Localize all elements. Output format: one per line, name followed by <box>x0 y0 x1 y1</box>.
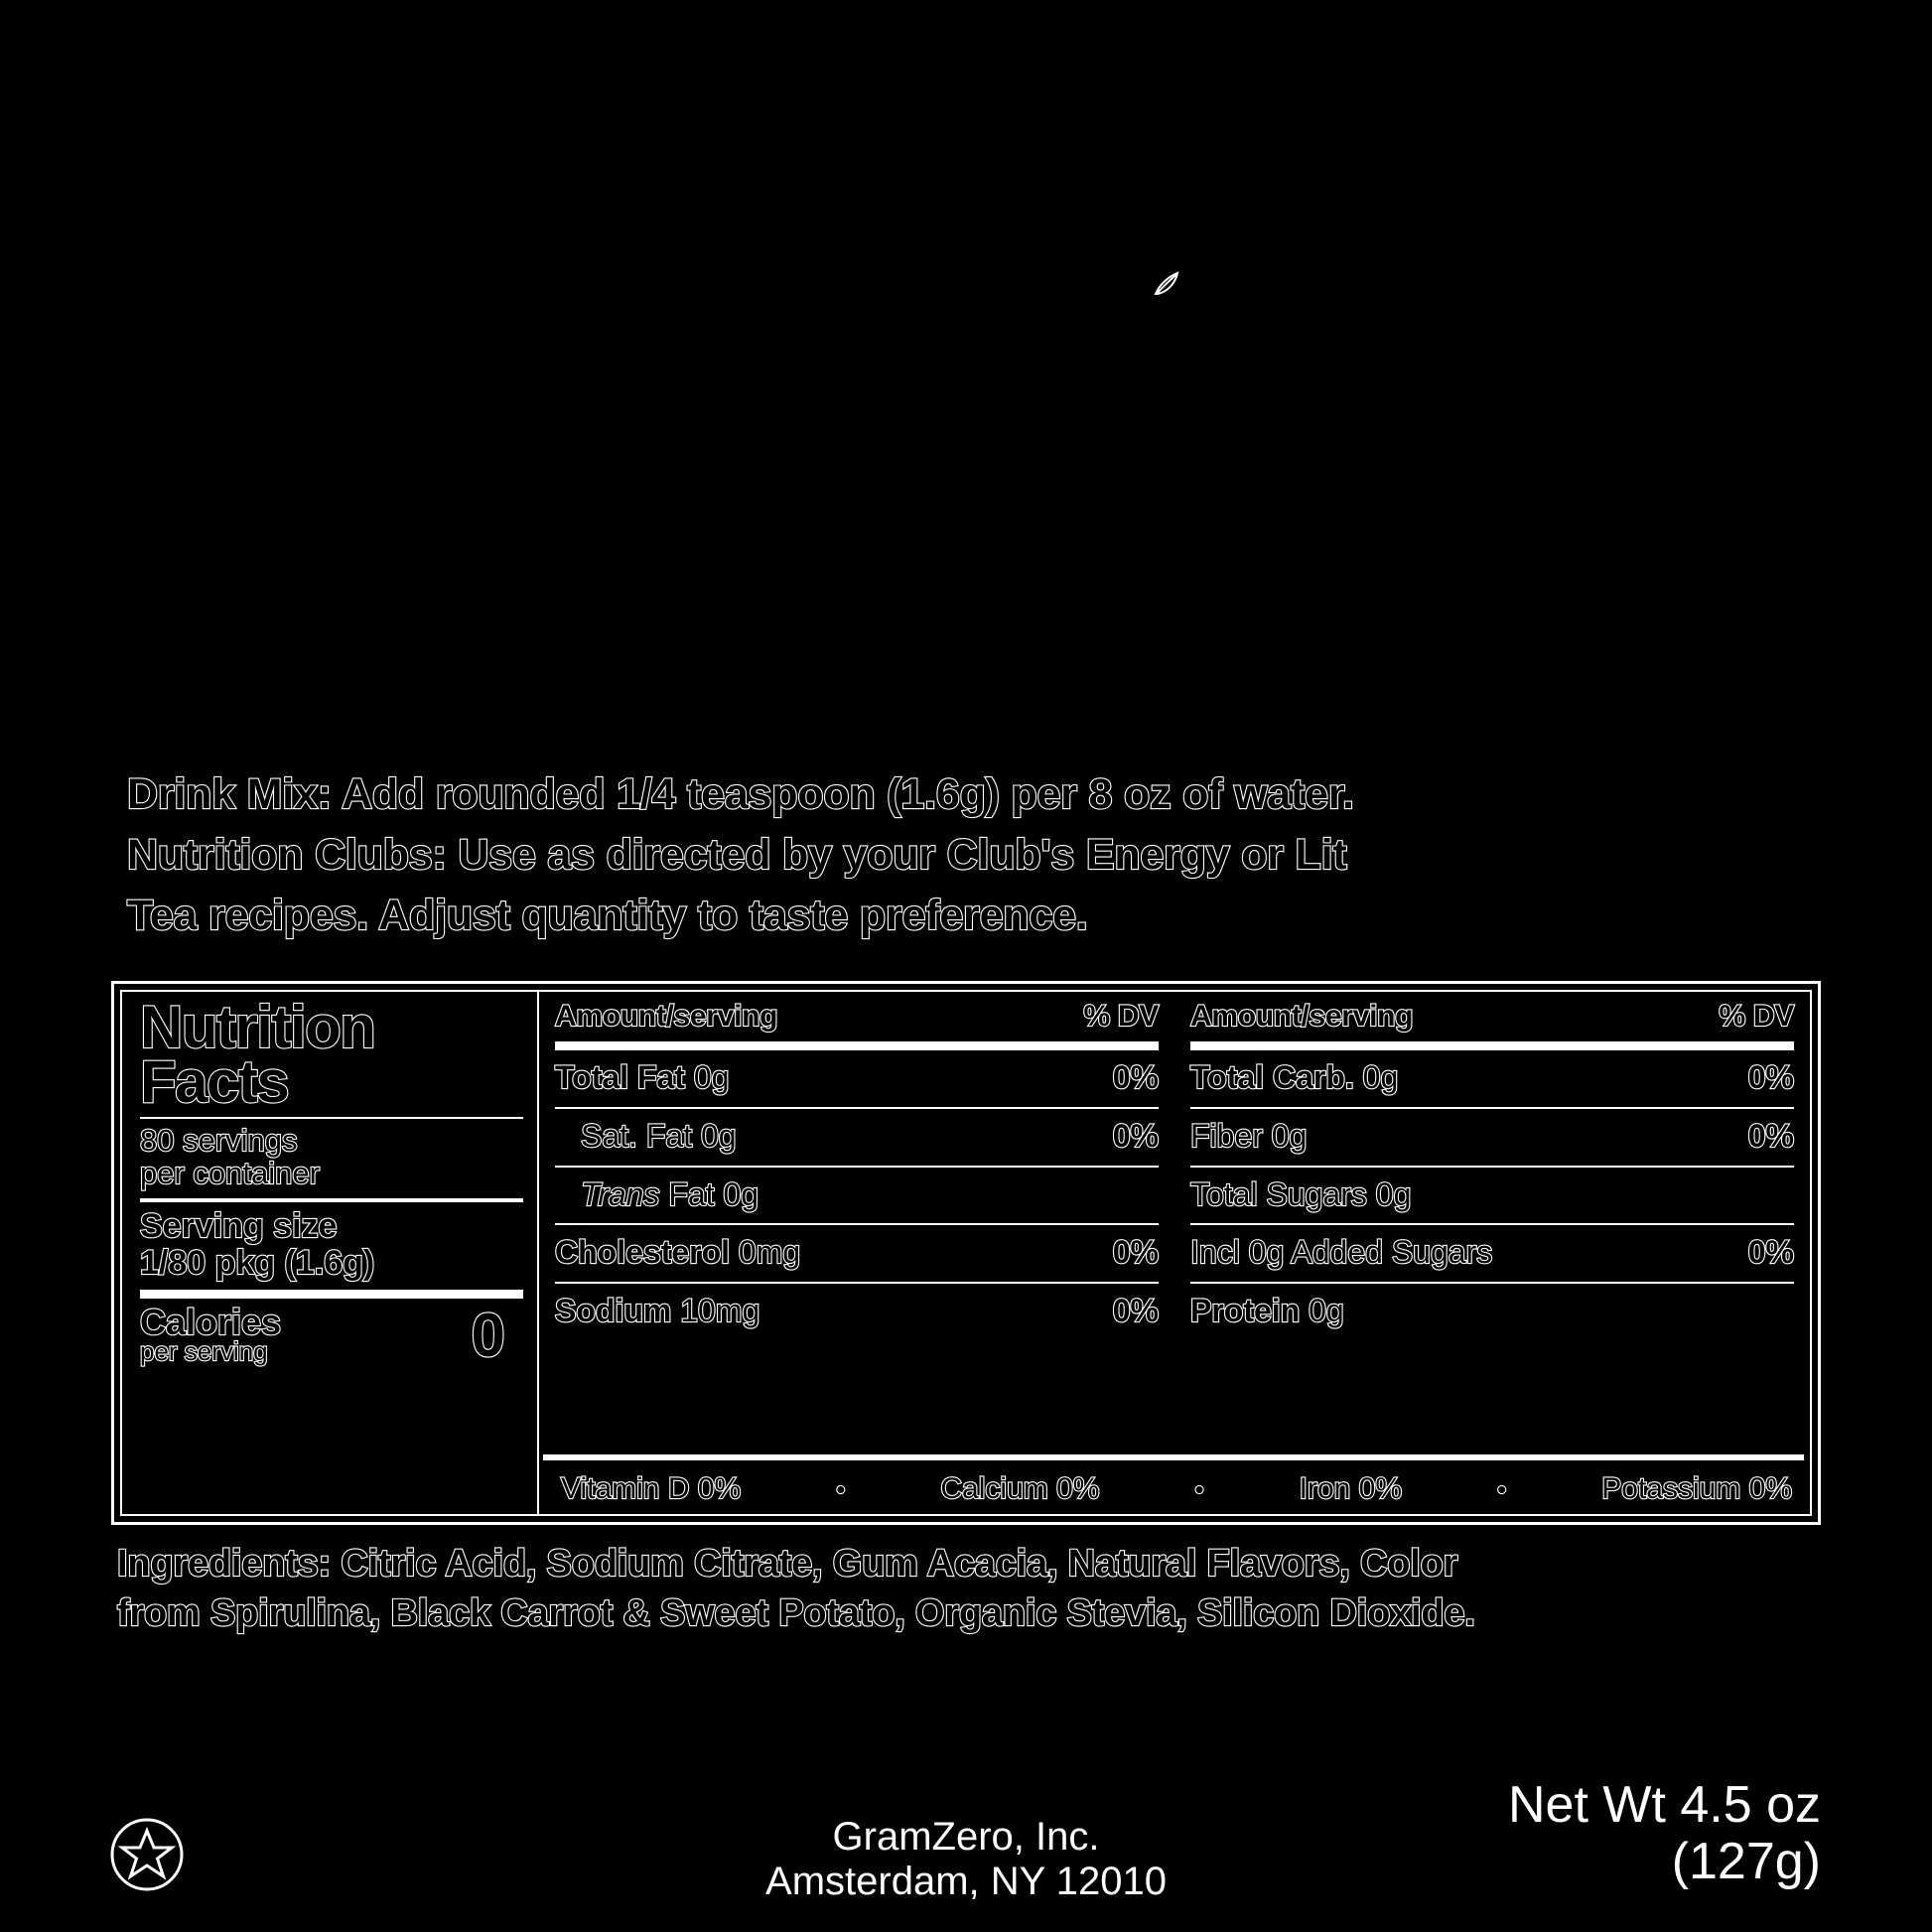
iron-value: Iron 0% <box>1299 1472 1403 1505</box>
nutrient-column-1 <box>539 992 1174 1514</box>
nutrient-name: Total Carb. 0g <box>1190 1059 1399 1095</box>
divider <box>555 1107 1159 1109</box>
divider <box>555 1223 1159 1225</box>
servings-unit: per container <box>140 1156 320 1191</box>
divider <box>140 1198 523 1202</box>
divider <box>1190 1041 1794 1050</box>
divider <box>555 1282 1159 1284</box>
nutrient-dv: 0% <box>1112 1117 1159 1154</box>
nutrient-name: Trans Fat 0g <box>581 1175 759 1212</box>
table-row <box>1190 1056 1794 1099</box>
bullet-icon: • <box>1194 1473 1204 1504</box>
nutrition-facts-title-line-1: Nutrition <box>140 994 375 1060</box>
directions-line-2: Nutrition Clubs: Use as directed by your Club's Energy or Lit <box>127 831 1347 880</box>
nutrition-facts-title-line-2: Facts <box>140 1048 289 1116</box>
nutrient-dv: 0% <box>1112 1293 1159 1328</box>
company-city-state-zip: Amsterdam, NY 12010 <box>765 1859 1167 1903</box>
calories-row <box>140 1301 523 1371</box>
divider <box>543 1454 1804 1460</box>
nutrient-dv: 0% <box>1112 1234 1159 1271</box>
table-row <box>1190 1115 1794 1158</box>
table-row <box>555 1231 1159 1274</box>
nutrient-dv: 0% <box>1112 1059 1159 1095</box>
nutrition-facts-left-column <box>122 992 539 1514</box>
table-row <box>1190 1173 1794 1216</box>
nutrient-dv: 0% <box>1747 1234 1794 1271</box>
net-weight-metric: (127g) <box>1671 1833 1821 1891</box>
leaf-icon <box>1152 268 1181 298</box>
ingredients-line-1: Ingredients: Citric Acid, Sodium Citrate, Gum Acacia, Natural Flavors, Color <box>117 1543 1458 1585</box>
table-row <box>555 1056 1159 1099</box>
amount-per-serving-header: Amount/serving <box>555 1000 778 1033</box>
amount-per-serving-header: Amount/serving <box>1190 1000 1414 1033</box>
nutrient-name: Total Fat 0g <box>555 1059 730 1095</box>
net-weight-imperial: Net Wt 4.5 oz <box>1508 1776 1821 1834</box>
directions-line-1: Drink Mix: Add rounded 1/4 teaspoon (1.6g) per 8 oz of water. <box>127 770 1354 818</box>
nutrition-facts-right-columns <box>539 992 1810 1514</box>
calories-label: Calories <box>140 1301 282 1342</box>
divider <box>140 1290 523 1299</box>
nutrient-name: Sodium 10mg <box>555 1293 760 1328</box>
calories-sublabel: per serving <box>140 1335 268 1366</box>
nutrient-column-1-header <box>555 1000 1159 1034</box>
nutrient-name: Fiber 0g <box>1190 1117 1308 1154</box>
servings-count: 80 servings <box>140 1123 298 1159</box>
calories-label-group <box>140 1301 282 1366</box>
nutrition-facts-title <box>140 994 523 1116</box>
nutrient-name: Total Sugars 0g <box>1190 1175 1412 1212</box>
ingredients-line-2: from Spirulina, Black Carrot & Sweet Potato, Organic Stevia, Silicon Dioxide. <box>117 1592 1475 1635</box>
divider <box>1190 1282 1794 1284</box>
nutrient-dv: 0% <box>1747 1117 1794 1154</box>
nutrition-facts-panel <box>111 981 1821 1525</box>
vitamin-d-value: Vitamin D 0% <box>561 1472 742 1505</box>
nutrition-facts-inner <box>120 990 1812 1516</box>
nutrient-name: Protein 0g <box>1190 1293 1344 1328</box>
nutrient-name: Cholesterol 0mg <box>555 1234 801 1271</box>
nutrient-column-2-header <box>1190 1000 1794 1034</box>
divider <box>140 1117 523 1119</box>
ingredients-text <box>117 1539 1835 1638</box>
divider <box>1190 1107 1794 1109</box>
nutrient-dv: 0% <box>1747 1059 1794 1095</box>
potassium-value: Potassium 0% <box>1601 1472 1792 1505</box>
divider <box>555 1166 1159 1168</box>
table-row <box>555 1115 1159 1158</box>
divider <box>1190 1223 1794 1225</box>
servings-per-container <box>140 1125 523 1190</box>
bullet-icon: • <box>836 1473 846 1504</box>
calcium-value: Calcium 0% <box>940 1472 1100 1505</box>
directions-text <box>127 764 1815 946</box>
table-row <box>555 1290 1159 1332</box>
percent-dv-header: % DV <box>1083 1000 1159 1033</box>
net-weight <box>1508 1777 1821 1890</box>
percent-dv-header: % DV <box>1719 1000 1794 1033</box>
company-name: GramZero, Inc. <box>832 1815 1100 1859</box>
serving-size-label: Serving size <box>140 1207 338 1246</box>
nutrient-column-2 <box>1174 992 1810 1514</box>
vitamins-row <box>543 1472 1810 1506</box>
divider <box>1190 1166 1794 1168</box>
serving-size <box>140 1208 523 1281</box>
serving-size-value: 1/80 pkg (1.6g) <box>140 1243 375 1282</box>
nutrient-name: Sat. Fat 0g <box>581 1117 737 1154</box>
nutrient-name: Incl 0g Added Sugars <box>1190 1234 1493 1271</box>
table-row <box>1190 1231 1794 1274</box>
divider <box>555 1041 1159 1050</box>
calories-value: 0 <box>471 1302 505 1371</box>
bullet-icon: • <box>1497 1473 1507 1504</box>
directions-line-3: Tea recipes. Adjust quantity to taste preference. <box>127 892 1088 940</box>
table-row <box>555 1173 1159 1216</box>
table-row <box>1190 1290 1794 1332</box>
